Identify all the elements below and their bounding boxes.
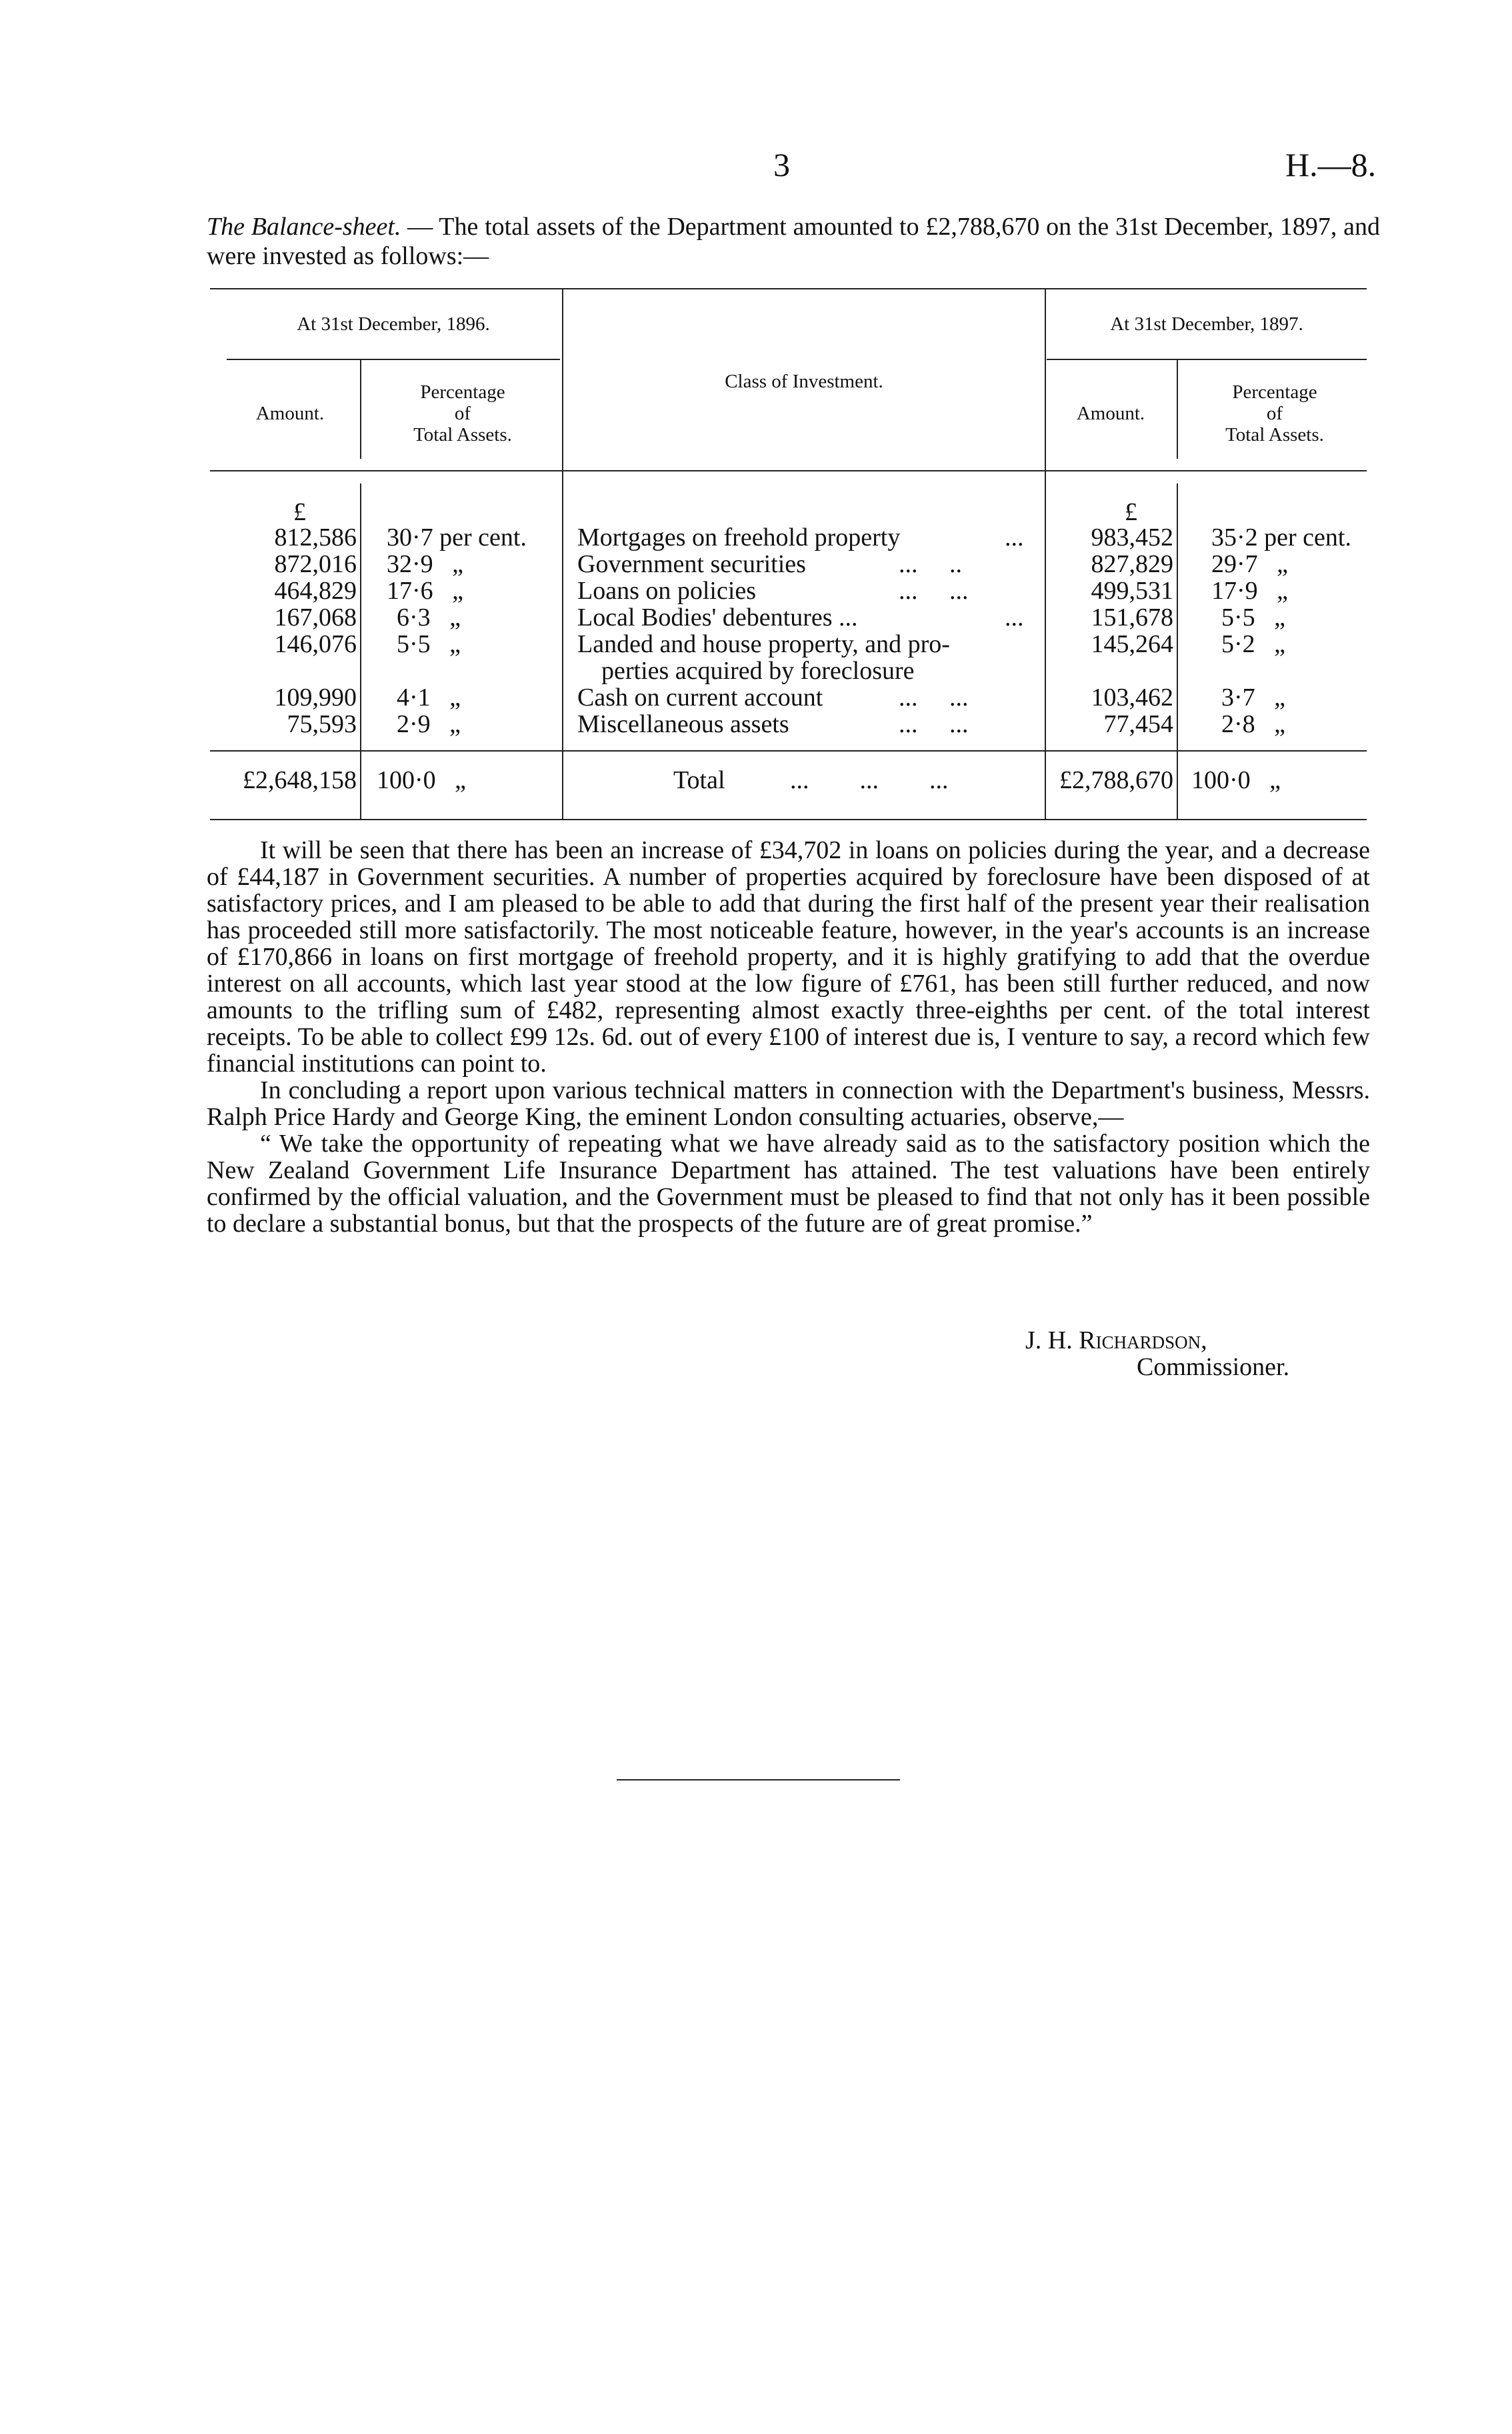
header-bottom-rule xyxy=(210,470,1367,471)
amount-1897: 499,531 xyxy=(1091,577,1173,605)
percentage-1897: 17·9 „ xyxy=(1211,577,1289,605)
paragraph: In concluding a report upon various technical matters in connection with the Department's business, Messrs. Ralph Price Hardy and George King, the eminent London consulting actuaries, observe,— xyxy=(207,1076,1370,1131)
header-pct-1897-line2: of xyxy=(1266,403,1283,424)
header-class-of-investment: Class of Investment. xyxy=(725,371,883,392)
amount-1896: 812,586 xyxy=(274,523,357,551)
signature-name: J. H. Richardson, xyxy=(1025,1326,1207,1354)
col-divider-2 xyxy=(562,288,563,819)
intro-text: — The total assets of the Department amounted to £2,788,670 on the 31st December, 1897, and were invested as follows:— xyxy=(207,213,1381,270)
section-heading: The Balance-sheet. xyxy=(207,213,401,241)
leader-dots: ... ... ... xyxy=(790,766,949,794)
percentage-1897: 5·2 „ xyxy=(1221,630,1286,658)
class-of-investment: Local Bodies' debentures ... xyxy=(577,603,858,632)
col-divider-4b xyxy=(1177,483,1178,819)
percentage-1897: 5·5 „ xyxy=(1221,603,1286,632)
class-of-investment-continued: perties acquired by foreclosure xyxy=(601,657,915,685)
leader-dots: ... .. xyxy=(899,550,962,578)
class-of-investment: Mortgages on freehold property xyxy=(577,523,901,551)
amount-1896: 167,068 xyxy=(274,603,357,632)
percentage-1896: 2·9 „ xyxy=(397,710,461,738)
percentage-1896: 5·5 „ xyxy=(397,630,461,658)
header-pct-1897-line1: Percentage xyxy=(1232,381,1317,403)
total-label: Total xyxy=(673,766,725,794)
percentage-1896: 32·9 „ xyxy=(387,550,464,578)
total-top-rule xyxy=(210,750,1367,752)
total-amount-1896: £2,648,158 xyxy=(243,766,357,794)
col-divider-1b xyxy=(360,483,361,819)
paragraph: It will be seen that there has been an increase of £34,702 in loans on policies during the year, and a decrease of £44,187 in Government securities. A number of properties acquired by foreclosure have been disposed of at satisfactory prices, and I am pleased to be able to add that during the first half of the present year their realisation has proceeded still more satisfactorily. The most noticeable feature, however, in the year's accounts is an increase of £170,866 in loans on first mortgage of freehold property, and it is highly gratifying to add that the overdue interest on all accounts, which last year stood at the low figure of £761, has been still further reduced, and now amounts to the trifling sum of £482, representing almost exactly three-eighths per cent. of the total interest receipts. To be able to collect £99 12s. 6d. out of every £100 of interest due is, I venture to say, a record which few financial institutions can point to. xyxy=(207,836,1370,1078)
header-group-1896: At 31st December, 1896. xyxy=(297,313,490,335)
amount-1897: 103,462 xyxy=(1091,684,1173,712)
leader-dots: ... xyxy=(1005,603,1024,632)
col-divider-1 xyxy=(360,359,361,459)
class-of-investment: Cash on current account xyxy=(577,684,823,712)
leader-dots: ... ... xyxy=(899,684,969,712)
page-number: 3 xyxy=(773,146,790,183)
header-pct-1896-line3: Total Assets. xyxy=(413,424,512,445)
class-of-investment: Government securities xyxy=(577,550,806,578)
group-1896-rule xyxy=(227,359,560,360)
header-amount-1897: Amount. xyxy=(1076,403,1145,424)
total-percentage-1897: 100·0 „ xyxy=(1191,766,1281,794)
amount-1897: 145,264 xyxy=(1091,630,1173,658)
amount-1896: 109,990 xyxy=(274,684,357,712)
currency-marker-1896: £ xyxy=(293,498,306,526)
leader-dots: ... ... xyxy=(899,710,969,738)
percentage-1896: 4·1 „ xyxy=(397,684,461,712)
quotation-paragraph: “ We take the opportunity of repeating what we have already said as to the satisfactory position which the New Zealand Government Life Insurance Department has attained. The test valuations have been entirely confirmed by the official valuation, and the Government must be pleased to find that not only has it been possible to declare a substantial bonus, but that the prospects of the future are of great promise.” xyxy=(207,1130,1370,1238)
header-pct-1897-line3: Total Assets. xyxy=(1225,424,1324,445)
percentage-1897: 3·7 „ xyxy=(1221,684,1286,712)
total-amount-1897: £2,788,670 xyxy=(1059,766,1173,794)
header-pct-1897 xyxy=(1178,381,1371,445)
col-divider-3 xyxy=(1045,288,1046,819)
amount-1896: 872,016 xyxy=(274,550,357,578)
leader-dots: ... xyxy=(1005,523,1024,551)
signature-title: Commissioner. xyxy=(1137,1353,1290,1381)
amount-1896: 464,829 xyxy=(274,577,357,605)
currency-marker-1897: £ xyxy=(1125,498,1137,526)
percentage-1897: 29·7 „ xyxy=(1211,550,1289,578)
header-amount-1896: Amount. xyxy=(255,403,325,424)
intro-paragraph xyxy=(207,212,1380,271)
class-of-investment: Loans on policies xyxy=(577,577,757,605)
leader-dots: ... ... xyxy=(899,577,969,605)
closing-rule xyxy=(617,1779,900,1780)
header-group-1897: At 31st December, 1897. xyxy=(1110,313,1303,335)
group-1897-rule xyxy=(1047,359,1367,360)
percentage-1896: 30·7 per cent. xyxy=(387,523,527,551)
body-text xyxy=(207,837,1370,1237)
amount-1897: 151,678 xyxy=(1091,603,1173,632)
percentage-1896: 17·6 „ xyxy=(387,577,464,605)
amount-1897: 983,452 xyxy=(1091,523,1173,551)
percentage-1896: 6·3 „ xyxy=(397,603,461,632)
header-pct-1896-line1: Percentage xyxy=(420,381,505,403)
header-pct-1896-line2: of xyxy=(454,403,471,424)
amount-1896: 75,593 xyxy=(287,710,357,738)
amount-1896: 146,076 xyxy=(274,630,357,658)
total-percentage-1896: 100·0 „ xyxy=(377,766,467,794)
class-of-investment: Miscellaneous assets xyxy=(577,710,789,738)
amount-1897: 77,454 xyxy=(1103,710,1173,738)
percentage-1897: 35·2 per cent. xyxy=(1211,523,1351,551)
class-of-investment: Landed and house property, and pro- xyxy=(577,630,950,658)
document-reference: H.—8. xyxy=(1285,146,1377,183)
table-bottom-rule xyxy=(210,819,1367,820)
table-top-rule xyxy=(210,288,1367,289)
amount-1897: 827,829 xyxy=(1091,550,1173,578)
percentage-1897: 2·8 „ xyxy=(1221,710,1286,738)
header-pct-1896 xyxy=(363,381,562,445)
